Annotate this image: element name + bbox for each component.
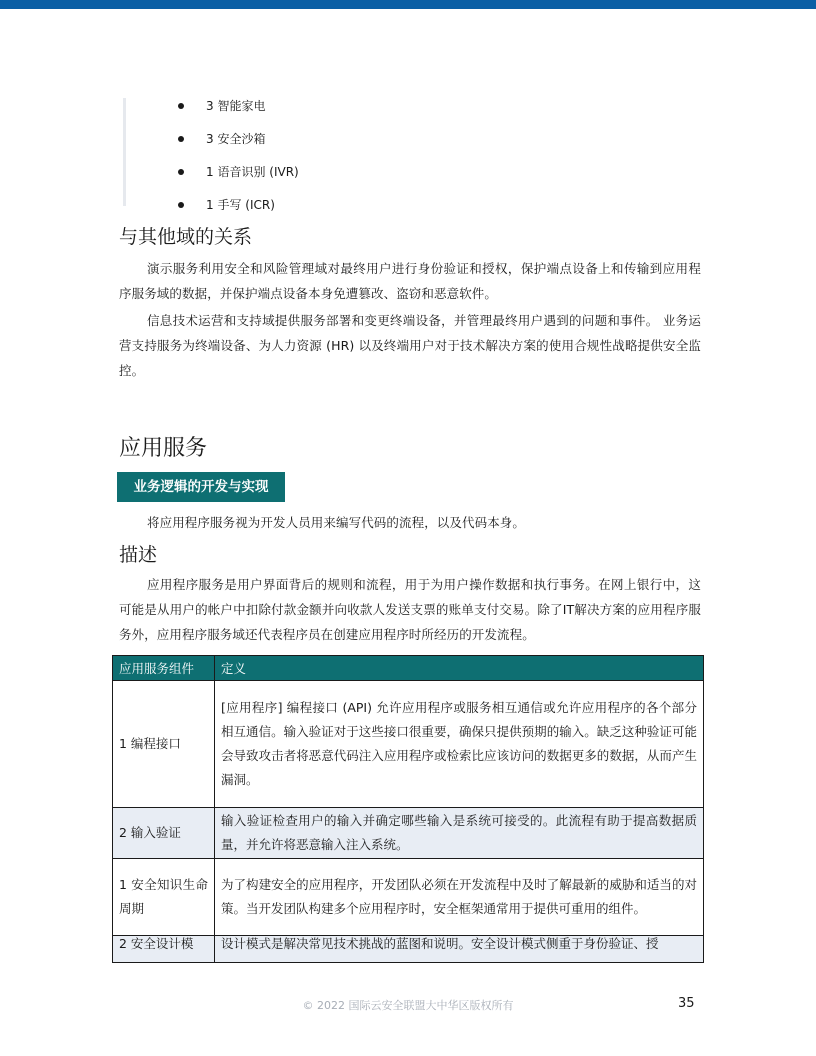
table-row xyxy=(113,808,704,859)
definition-cell: 输入验证检查用户的输入并确定哪些输入是系统可接受的。此流程有助于提高数据质量，并允许将恶意输入注入系统。 xyxy=(215,808,704,859)
header-bar xyxy=(0,0,816,9)
list-item: 3 安全沙箱 xyxy=(178,128,299,161)
bullet-list-border xyxy=(123,98,126,206)
section-tag: 业务逻辑的开发与实现 xyxy=(117,472,285,502)
relation-paragraph-1: 演示服务利用安全和风险管理域对最终用户进行身份验证和授权，保护端点设备上和传输到应用程序服务域的数据，并保护端点设备本身免遭篡改、盗窃和恶意软件。 xyxy=(119,261,701,301)
column-header: 定义 xyxy=(215,656,704,681)
table-row xyxy=(113,936,704,963)
definition-cell: 设计模式是解决常见技术挑战的蓝图和说明。安全设计模式侧重于身份验证、授 xyxy=(215,936,704,963)
component-cell: 1 编程接口 xyxy=(113,681,215,808)
description-heading: 描述 xyxy=(119,544,158,566)
relation-heading: 与其他域的关系 xyxy=(119,226,253,248)
section-title: 应用服务 xyxy=(119,436,208,461)
footer-copyright: © 2022 国际云安全联盟大中华区版权所有 xyxy=(302,999,514,1012)
list-item: 3 智能家电 xyxy=(178,95,299,128)
component-cell: 2 输入验证 xyxy=(113,808,215,859)
component-cell: 1 安全知识生命周期 xyxy=(113,859,215,936)
column-header: 应用服务组件 xyxy=(113,656,215,681)
description-paragraph: 应用程序服务是用户界面背后的规则和流程，用于为用户操作数据和执行事务。在网上银行中，这可能是从用户的帐户中扣除付款金额并向收款人发送支票的账单支付交易。除了IT解决方案的应用程序服务外，应用程序服务域还代表程序员在创建应用程序时所经历的开发流程。 xyxy=(119,577,701,642)
table-row xyxy=(113,859,704,936)
component-cell: 2 安全设计模 xyxy=(113,936,215,963)
intro-paragraph: 将应用程序服务视为开发人员用来编写代码的流程，以及代码本身。 xyxy=(147,515,526,530)
table-row xyxy=(113,681,704,808)
relation-paragraph-2: 信息技术运营和支持域提供服务部署和变更终端设备，并管理最终用户遇到的问题和事件。 业务运营支持服务为终端设备、为人力资源 (HR) 以及终端用户对于技术解决方案的使用合规性战略提供安全监控。 xyxy=(119,313,701,378)
bullet-list xyxy=(178,95,299,227)
list-item: 1 语音识别 (IVR) xyxy=(178,161,299,194)
list-item: 1 手写 (ICR) xyxy=(178,194,299,227)
page-number: 35 xyxy=(678,996,695,1011)
definition-cell: 为了构建安全的应用程序，开发团队必须在开发流程中及时了解最新的威胁和适当的对策。当开发团队构建多个应用程序时，安全框架通常用于提供可重用的组件。 xyxy=(215,859,704,936)
components-table xyxy=(112,655,704,963)
table-header-row xyxy=(113,656,704,681)
definition-cell: [应用程序] 编程接口 (API) 允许应用程序或服务相互通信或允许应用程序的各个部分相互通信。输入验证对于这些接口很重要，确保只提供预期的输入。缺乏这种验证可能会导致攻击者将恶意代码注入应用程序或检索比应该访问的数据更多的数据，从而产生漏洞。 xyxy=(215,681,704,808)
